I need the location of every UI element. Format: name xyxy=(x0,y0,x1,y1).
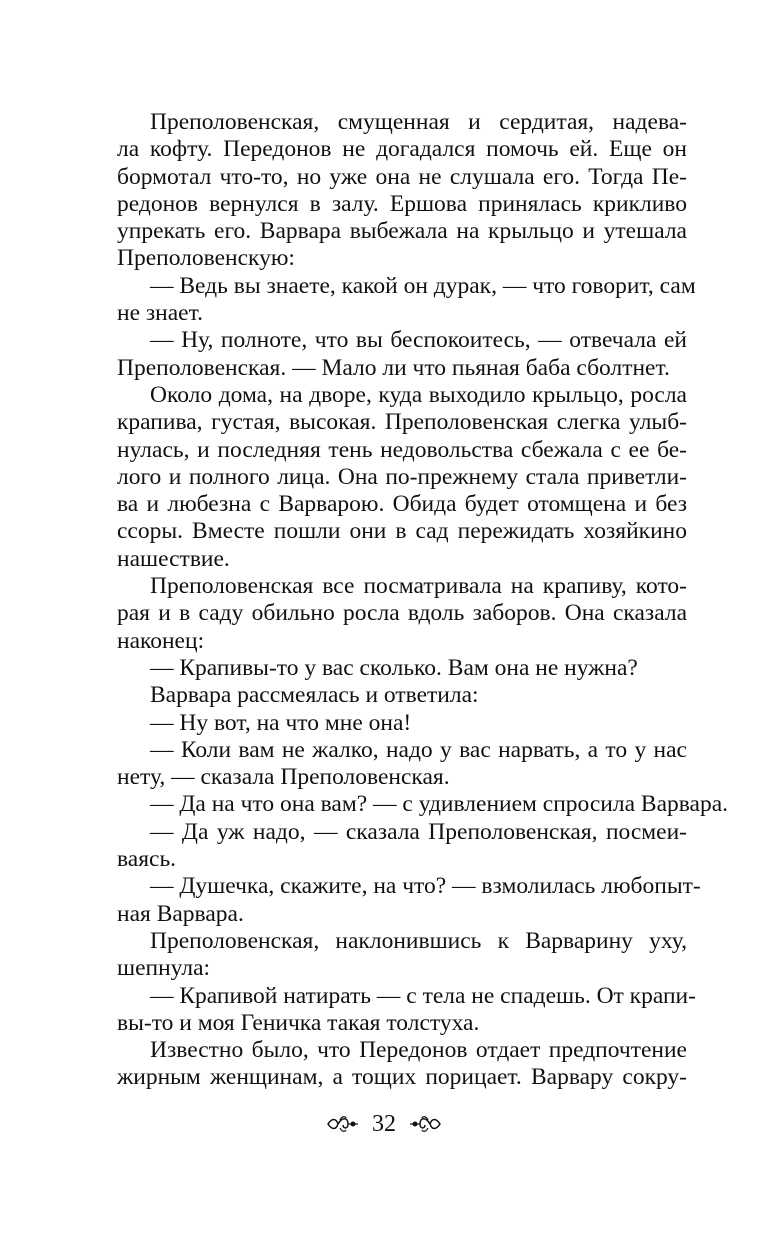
floral-ornament-left-icon xyxy=(326,1114,360,1134)
text-line: нету, — сказала Преполовенская. xyxy=(117,764,450,791)
text-line: не знает. xyxy=(117,300,203,327)
text-line: — Крапивы-то у вас сколько. Вам она не нужна? xyxy=(150,654,638,681)
text-line: — Ну вот, на что мне она! xyxy=(150,709,412,736)
text-line: Преполовенскую: xyxy=(117,245,295,272)
text-line: жирным женщинам, а тощих порицает. Варвару сокру- xyxy=(117,1064,687,1091)
text-line: ва и любезна с Варварою. Обида будет отомщена и без xyxy=(117,491,687,518)
text-line: крапива, густая, высокая. Преполовенская слегка улыб- xyxy=(117,409,687,436)
text-line: Преполовенская, смущенная и сердитая, надева- xyxy=(150,109,687,135)
text-line: Преполовенская. — Мало ли что пьяная баба сболтнет. xyxy=(117,354,670,381)
text-line: — Ну, полноте, что вы беспокоитесь, — отвечала ей xyxy=(150,327,687,354)
text-line: бормотал что-то, но уже она не слушала его. Тогда Пе- xyxy=(117,163,687,190)
page-footer xyxy=(0,1104,768,1144)
text-line: рая и в саду обильно росла вдоль заборов. Она сказала xyxy=(117,600,687,627)
text-line: наконец: xyxy=(117,627,205,654)
text-line: — Коли вам не жалко, надо у вас нарвать, а то у нас xyxy=(150,736,687,763)
text-line: — Да на что она вам? — с удивлением спросила Варвара. xyxy=(150,791,729,818)
text-line: Преполовенская все посматривала на крапиву, кото- xyxy=(150,573,687,600)
text-line: ссоры. Вместе пошли они в сад пережидать хозяйкино xyxy=(117,518,687,545)
text-line: лого и полного лица. Она по-прежнему стала приветли- xyxy=(117,463,687,490)
text-line: вы-то и моя Геничка такая толстуха. xyxy=(117,1009,480,1036)
text-line: — Да уж надо, — сказала Преполовенская, посмеи- xyxy=(150,818,687,845)
text-line: — Душечка, скажите, на что? — взмолилась любопыт- xyxy=(150,873,701,900)
text-line: ла кофту. Передонов не догадался помочь ей. Еще он xyxy=(117,136,687,163)
text-line: Около дома, на дворе, куда выходило крыльцо, росла xyxy=(150,381,687,408)
text-line: шепнула: xyxy=(117,955,211,982)
text-line: — Крапивой натирать — с тела не спадешь. От крапи- xyxy=(150,982,696,1009)
text-line: нулась, и последняя тень недовольства сбежала с ее бе- xyxy=(117,436,687,463)
text-line: упрекать его. Варвара выбежала на крыльцо и утешала xyxy=(117,218,687,245)
text-line: — Ведь вы знаете, какой он дурак, — что говорит, сам xyxy=(150,272,696,299)
text-line: Известно было, что Передонов отдает предпочтение xyxy=(150,1037,687,1064)
floral-ornament-right-icon xyxy=(408,1114,442,1134)
text-line: Варвара рассмеялась и ответила: xyxy=(150,682,479,709)
page-text xyxy=(117,109,729,1092)
text-line: ная Варвара. xyxy=(117,900,244,927)
text-line: нашествие. xyxy=(117,545,230,572)
text-line: Преполовенская, наклонившись к Варварину уху, xyxy=(150,927,687,954)
page-number: 32 xyxy=(372,1110,396,1137)
text-line: редонов вернулся в залу. Ершова принялась крикливо xyxy=(117,190,687,217)
text-line: ваясь. xyxy=(117,846,177,873)
